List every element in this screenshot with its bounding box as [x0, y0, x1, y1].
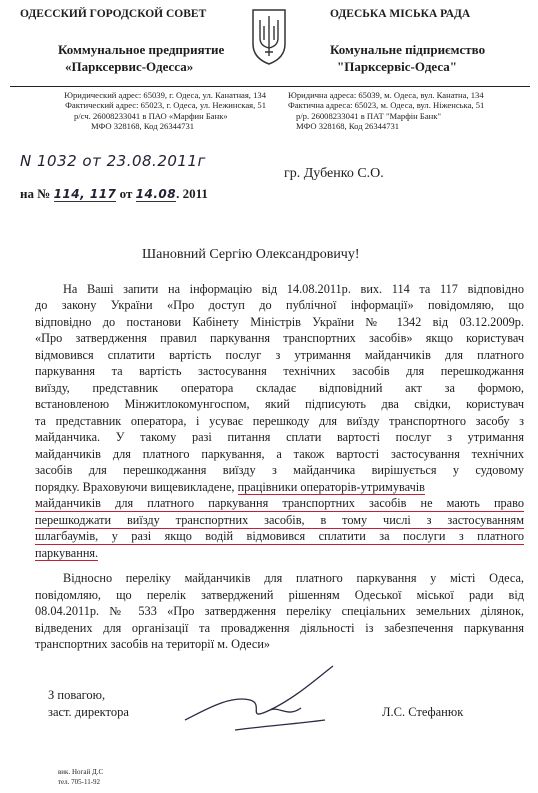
address-line: р/р. 26008233041 в ПАТ "Марфін Банк" [296, 110, 441, 121]
reference-date: 14.08 [135, 187, 177, 201]
reference-from: от [119, 186, 133, 201]
paragraph-line: Відносно переліку майданчиків для платного паркування у місті Одеса, [63, 571, 524, 585]
highlighted-line [35, 545, 524, 561]
paragraph-line: майданчиків для платного паркування, а також вартості застосування технічних [35, 447, 524, 461]
paragraph-line [35, 479, 524, 495]
signatory-name: Л.С. Стефанюк [382, 705, 464, 719]
executor-name: вик. Ногай Д.С [58, 768, 104, 776]
address-line: р/сч. 26008233041 в ПАО «Марфин Банк» [74, 110, 228, 121]
highlighted-text: паркування. [35, 546, 99, 560]
enterprise-type-uk: Комунальне підприємство [330, 42, 486, 57]
reference-prefix: на № [20, 186, 51, 201]
paragraph-line: та представник оператора, і усуває перешкоду для виїзду транспортного засобу з [35, 414, 524, 428]
highlighted-line [35, 528, 524, 545]
address-line: Фактична адреса: 65023, м. Одеса, вул. Ніженська, 51 [288, 100, 485, 111]
paragraph-line: відмовився сплатити вартість послуг з утримання майданчиків для платного [35, 348, 524, 362]
paragraph-line: транспортних засобів на території м. Одеси» [35, 637, 271, 651]
address-line: Фактический адрес: 65023, г. Одеса, ул. Нежинская, 51 [65, 100, 266, 111]
highlighted-line [35, 495, 524, 512]
reference-year: . 2011 [176, 186, 208, 201]
handwritten-signature [175, 660, 345, 740]
council-name-ru: ОДЕССКИЙ ГОРОДСКОЙ СОВЕТ [20, 8, 207, 20]
paragraph-line: На Ваші запити на інформацію від 14.08.2011р. вих. 114 та 117 відповідно [63, 282, 524, 296]
header-divider [10, 86, 530, 87]
address-line: МФО 328168, Код 26344731 [296, 121, 400, 132]
highlighted-text: працівники операторів-утримувачів [237, 480, 425, 494]
registration-number-handwritten: N 1032 от 23.08.2011г [20, 152, 206, 170]
enterprise-name-uk: "Парксервіс-Одеса" [337, 59, 457, 74]
address-block-uk [288, 90, 536, 132]
reference-numbers: 114, 117 [53, 187, 117, 201]
position: заст. директора [48, 705, 129, 719]
paragraph-line: паркування та вартість застосування технічних засобів для перешкоджання [35, 364, 524, 378]
salutation: Шановний Сергію Олександровичу! [142, 247, 360, 262]
address-line: МФО 328168, Код 26344731 [91, 121, 195, 132]
paragraph-line: встановленою Мінжитлокомунгоспом, який підписують два свідки, користувач [35, 397, 524, 411]
closing: З повагою, [48, 688, 106, 702]
enterprise-type-ru: Коммунальное предприятие [58, 42, 225, 57]
address-block-ru [16, 90, 266, 132]
address-line: Юридична адреса: 65039, м. Одеса, вул. Канатна, 134 [288, 90, 484, 100]
paragraph-line: майданчика. У такому разі питання сплати вартості послуг з утримання [35, 430, 524, 444]
reference-line [20, 186, 208, 202]
paragraph-line: відповідно до постанови Кабінету Міністрів України № 1342 від 03.12.2009р. [35, 315, 524, 329]
highlighted-text: шлагбаумів, у разі якщо водій відмовився сплатити за послуги з платного [35, 528, 524, 545]
paragraph-text: порядку. Враховуючи вищевикладене, [35, 480, 238, 494]
paragraph-line: до закону України «Про доступ до публічної інформації» повідомляю, що [35, 298, 524, 312]
paragraph-line: засобів для перешкоджання виїзду з майданчика вирішується у судовому [35, 463, 524, 477]
paragraph-line: 08.04.2011р. № 533 «Про затвердження переліку спеціальних земельних ділянок, [35, 604, 524, 618]
paragraph-line: «Про затвердження правил паркування транспортних засобів» якщо користувач [35, 331, 524, 345]
paragraph-line: відведених для організації та провадження діяльності із забезпечення паркування [35, 621, 524, 635]
highlighted-line [35, 512, 524, 529]
enterprise-name-ru: «Парксервис-Одесса» [65, 59, 194, 74]
trident-coat-of-arms-icon [250, 8, 288, 66]
paragraph-line: виїзду, представник оператора складає відповідний акт за формою, [35, 381, 524, 395]
highlighted-text: перешкоджати виїзду транспортних засобів, в тому числі з застосуванням [35, 512, 524, 529]
executor-phone: тел. 705-11-92 [58, 778, 101, 786]
address-line: Юридический адрес: 65039, г. Одеса, ул. Канатная, 134 [64, 90, 266, 100]
council-name-uk: ОДЕСЬКА МІСЬКА РАДА [330, 8, 471, 20]
highlighted-text: майданчиків для платного паркування транспортних засобів не мають право [35, 495, 524, 512]
recipient: гр. Дубенко С.О. [284, 166, 384, 181]
paragraph-line: повідомляю, що перелік затверджений рішенням Одеської міської ради від [35, 588, 524, 602]
